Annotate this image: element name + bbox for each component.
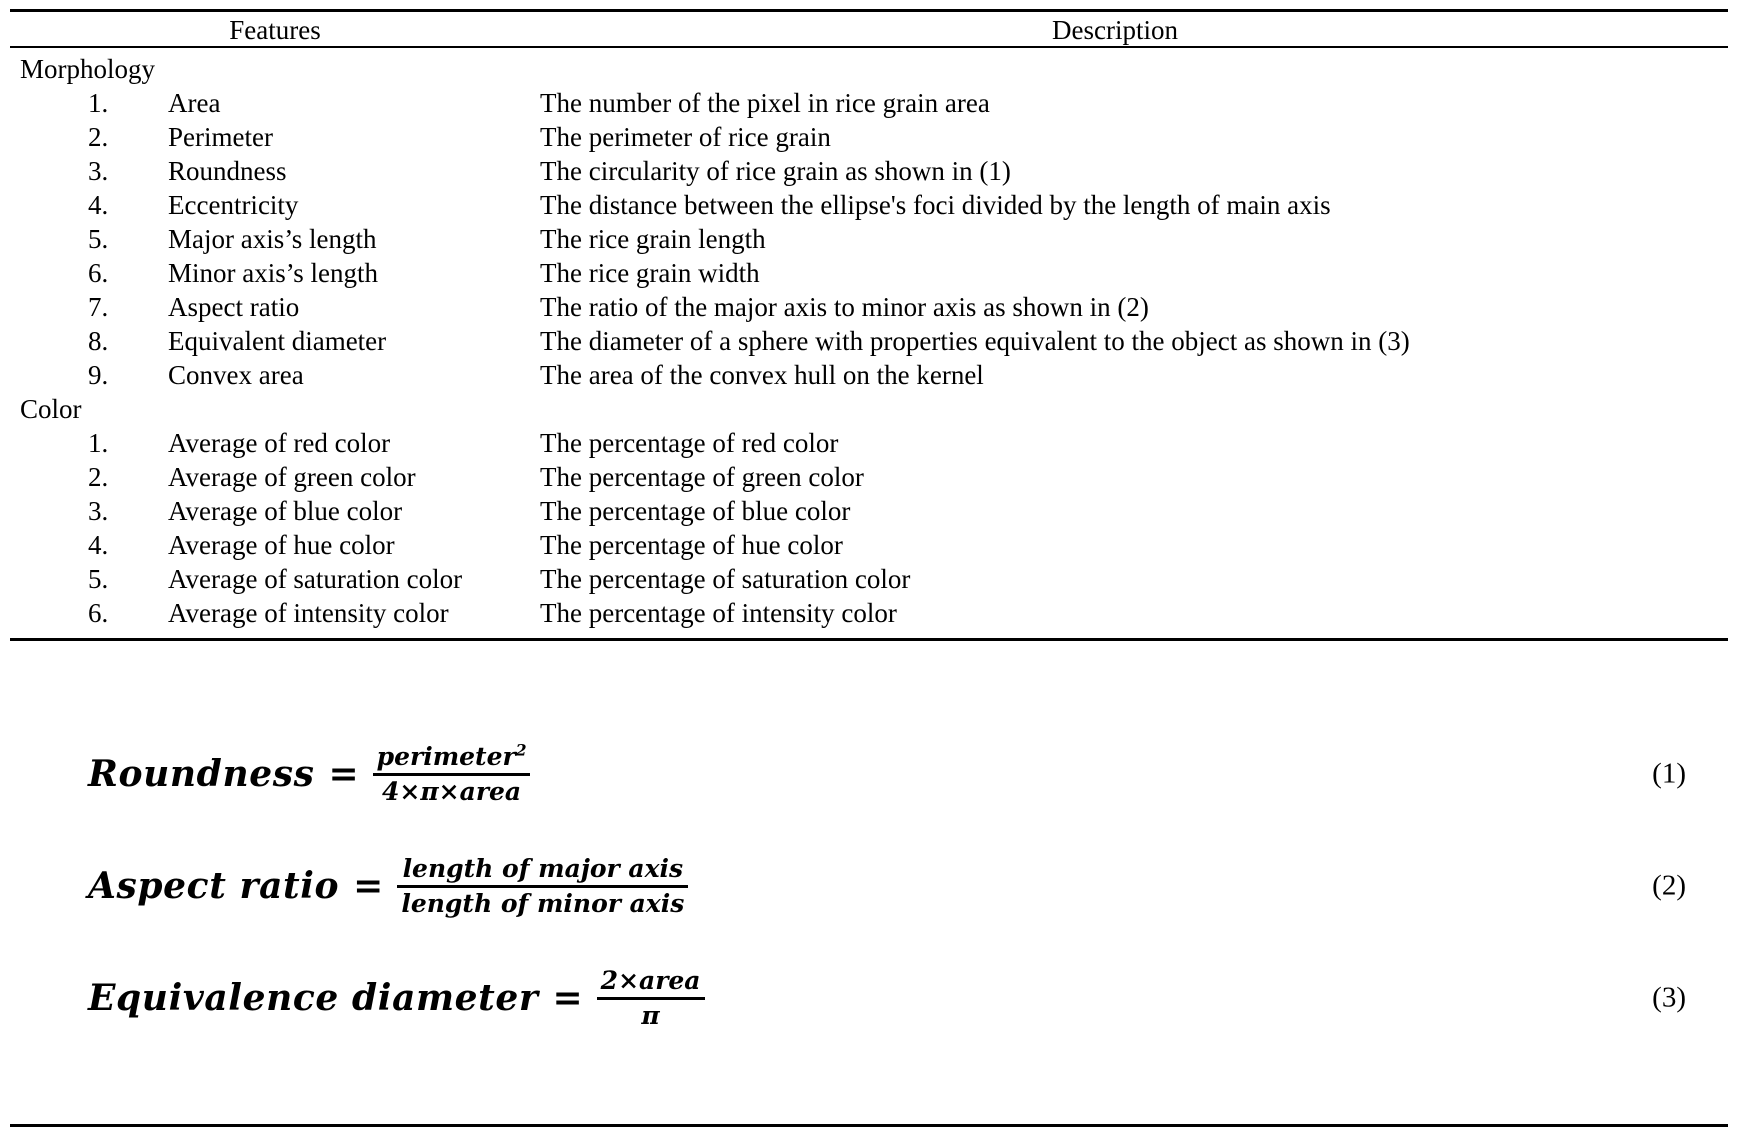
table-row [10, 494, 1728, 528]
table-row [10, 324, 1728, 358]
equation-1 [0, 718, 1738, 830]
row-description: The ratio of the major axis to minor axis as shown in (2) [540, 292, 1149, 322]
equation-3-body [88, 942, 705, 1054]
row-description: The percentage of red color [540, 428, 839, 458]
row-number: 4. [88, 530, 109, 560]
row-feature: Average of blue color [168, 496, 403, 526]
row-feature: Aspect ratio [168, 292, 300, 322]
row-feature: Average of intensity color [168, 598, 449, 628]
group-label-morphology: Morphology [20, 54, 155, 84]
row-description: The percentage of green color [540, 462, 864, 492]
row-feature: Average of saturation color [168, 564, 463, 594]
row-number: 1. [88, 428, 109, 458]
equation-1-number: (1) [1652, 757, 1686, 790]
column-header-description: Description [1052, 15, 1178, 45]
table-row [10, 358, 1728, 392]
table-row [10, 460, 1728, 494]
table-row [10, 426, 1728, 460]
group-rows-morphology [10, 86, 1728, 392]
row-description: The rice grain width [540, 258, 760, 288]
equation-3-lhs: Equivalence diameter [88, 977, 539, 1019]
row-description: The circularity of rice grain as shown in (1) [540, 156, 1011, 186]
table-row [10, 290, 1728, 324]
row-description: The distance between the ellipse's foci divided by the length of main axis [540, 190, 1331, 220]
row-feature: Minor axis’s length [168, 258, 378, 288]
equation-2-body [88, 830, 688, 942]
row-number: 3. [88, 496, 109, 526]
equation-2 [0, 830, 1738, 942]
equation-2-equals: = [353, 865, 384, 907]
table-row [10, 562, 1728, 596]
row-feature: Average of green color [168, 462, 416, 492]
row-feature: Convex area [168, 360, 304, 390]
table-row [10, 188, 1728, 222]
equation-2-lhs: Aspect ratio [88, 865, 340, 907]
equation-1-body [88, 718, 530, 830]
row-feature: Eccentricity [168, 190, 299, 220]
row-number: 2. [88, 462, 109, 492]
column-header-features: Features [229, 15, 321, 45]
row-feature: Major axis’s length [168, 224, 377, 254]
equation-3 [0, 942, 1738, 1054]
row-description: The percentage of hue color [540, 530, 843, 560]
row-feature: Roundness [168, 156, 287, 186]
row-description: The diameter of a sphere with properties equivalent to the object as shown in (3) [540, 326, 1410, 356]
table-row [10, 86, 1728, 120]
table-header-row [10, 12, 1728, 46]
row-description: The number of the pixel in rice grain area [540, 88, 990, 118]
equation-2-number: (2) [1652, 869, 1686, 902]
equation-2-fraction [397, 853, 688, 920]
row-description: The percentage of intensity color [540, 598, 897, 628]
equation-1-equals: = [328, 753, 359, 795]
row-feature: Perimeter [168, 122, 273, 152]
row-description: The area of the convex hull on the kernel [540, 360, 984, 390]
equation-2-denominator: length of minor axis [401, 888, 685, 918]
row-number: 3. [88, 156, 109, 186]
equations-section [0, 718, 1738, 1054]
table-body-bottom-padding [10, 630, 1728, 638]
row-feature: Equivalent diameter [168, 326, 387, 356]
row-feature: Average of hue color [168, 530, 395, 560]
row-number: 6. [88, 598, 109, 628]
equation-1-numerator-text: perimeter [376, 741, 516, 771]
group-label-color: Color [20, 394, 82, 424]
row-number: 9. [88, 360, 109, 390]
table-row [10, 120, 1728, 154]
row-feature: Area [168, 88, 221, 118]
equation-3-denominator: π [641, 1000, 660, 1030]
table-row [10, 596, 1728, 630]
row-description: The percentage of saturation color [540, 564, 911, 594]
row-number: 6. [88, 258, 109, 288]
equation-3-numerator: 2×area [600, 965, 701, 995]
equation-1-fraction [373, 741, 531, 808]
row-number: 1. [88, 88, 109, 118]
group-rows-color [10, 426, 1728, 630]
equation-2-numerator: length of major axis [402, 853, 684, 883]
features-table [10, 0, 1728, 641]
equation-3-fraction [597, 965, 705, 1032]
equation-3-number: (3) [1652, 981, 1686, 1014]
row-number: 5. [88, 224, 109, 254]
equation-1-lhs: Roundness [88, 753, 315, 795]
row-number: 8. [88, 326, 109, 356]
equation-1-numerator-exponent: 2 [515, 740, 527, 760]
row-number: 2. [88, 122, 109, 152]
row-feature: Average of red color [168, 428, 391, 458]
equation-1-numerator [373, 741, 531, 773]
table-row [10, 154, 1728, 188]
table-row [10, 528, 1728, 562]
row-number: 4. [88, 190, 109, 220]
equation-3-equals: = [552, 977, 583, 1019]
table-row [10, 256, 1728, 290]
row-description: The percentage of blue color [540, 496, 851, 526]
row-number: 7. [88, 292, 109, 322]
table-row [10, 222, 1728, 256]
page-bottom-rule [10, 1124, 1728, 1127]
row-description: The rice grain length [540, 224, 766, 254]
table-bottom-rule [10, 638, 1728, 641]
equation-1-denominator: 4×π×area [382, 776, 522, 806]
row-description: The perimeter of rice grain [540, 122, 831, 152]
row-number: 5. [88, 564, 109, 594]
